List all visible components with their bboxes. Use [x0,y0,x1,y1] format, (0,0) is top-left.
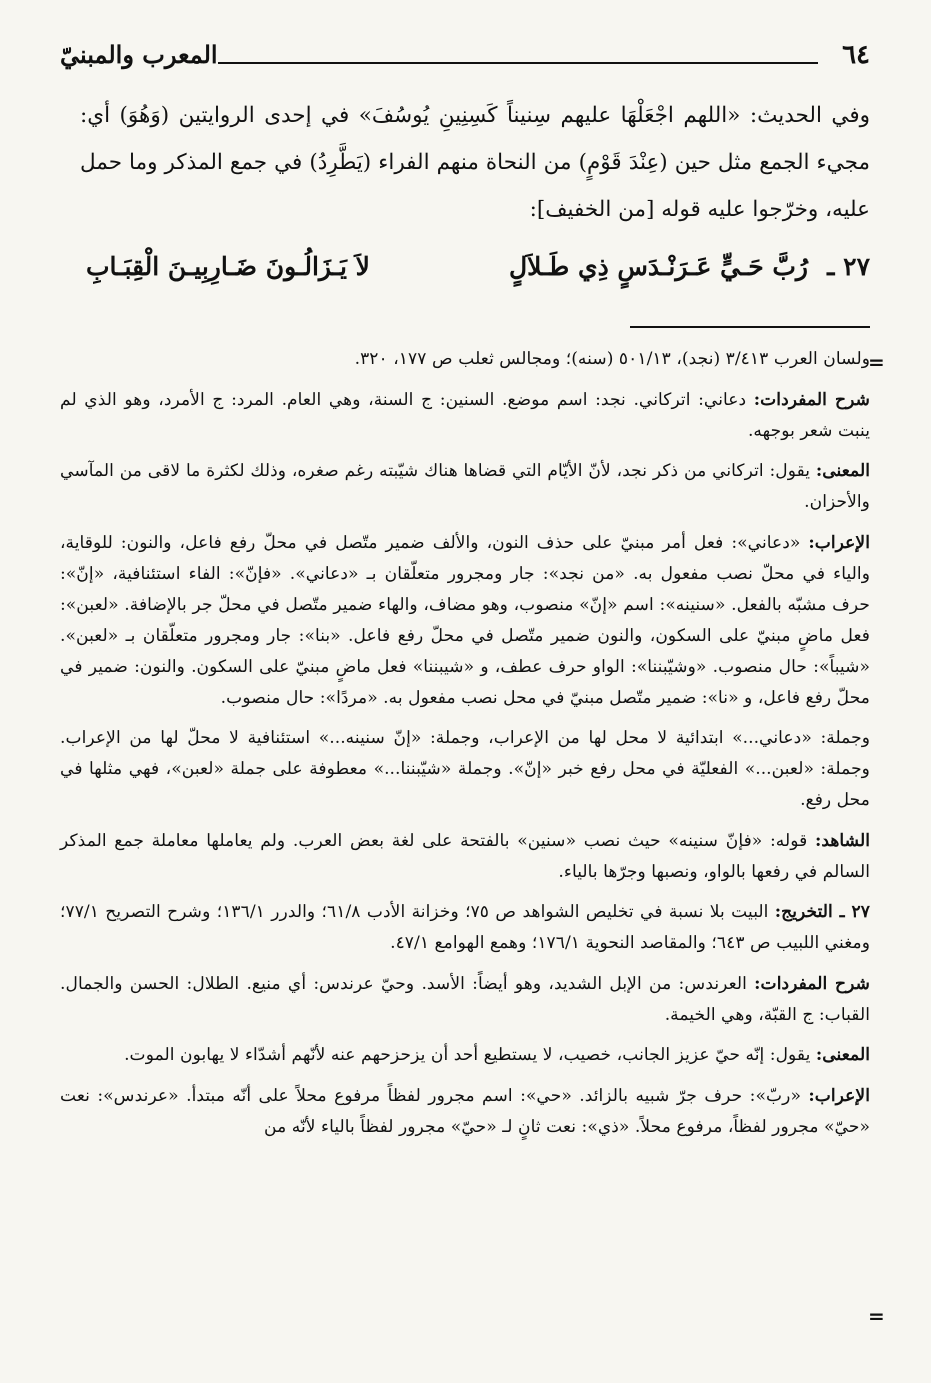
footnote-vocabulary: شرح المفردات: دعاني: اتركاني. نجد: اسم موضع. السنين: ج السنة، وهي العام. المرد: ج الأمرد، وهو الذي لم ينبت شعر بوجهه. [60,389,870,441]
footnote-meaning-2: المعنى: يقول: إنّه حيّ عزيز الجانب، خصيب، لا يستطيع أحد أن يزحزحهم عنه لأنّهم أشدّاء لا يهابون الموت. [124,1045,870,1065]
continuation-marker-top: = [868,350,885,374]
section-label: ٢٧ ـ التخريج: [774,902,870,922]
section-label: الإعراب: [808,1085,870,1106]
footnote-parsing: الإعراب: «دعاني»: فعل أمر مبنيّ على حذف النون، والألف ضمير متّصل في محلّ رفع فاعل، والنون: للوقاية، والياء في محلّ نصب مفعول به. «من نجد»: جار ومجرور متعلّقان بـ «دعاني». «فإنّ»: الفاء استئنافية، «إنّ»: حرف مشبّه بالفعل. «سنينه»: اسم «إنّ» منصوب، وهو مضاف، والهاء ضمير متّصل في محلّ جر بالإضافة. «لعبن»: فعل ماضٍ مبنيّ على السكون، والنون ضمير متّصل في محلّ رفع فاعل. «بنا»: جار ومجرور متعلّقان بـ «لعبن». «شيباً»: حال منصوب. «وشيّبننا»: الواو حرف عطف، و «شيبننا» فعل ماضٍ مبنيّ على السكون. والنون: ضمير في محلّ رفع فاعل، و «نا»: ضمير متّصل مبنيّ في محل نصب مفعول به. «مردًا»: حال منصوب. [60,532,870,708]
section-label: الإعراب: [808,532,870,553]
footnote-sentences: وجملة: «دعاني...» ابتدائية لا محل لها من الإعراب، وجملة: «إنّ سنينه...» استئنافية لا محلّ لها من الإعراب. وجملة: «لعبن...» الفعليّة في محل رفع خبر «إنّ». وجملة «شيّبننا...» معطوفة على جملة «لعبن»، فهي مثلها في محل رفع. [60,728,870,810]
footnote-sources: ولسان العرب ٣/٤١٣ (نجد)، ٥٠١/١٣ (سنه)؛ ومجالس ثعلب ص ١٧٧، ٣٢٠. [354,349,870,369]
main-paragraph: وفي الحديث: «اللهم اجْعَلْهَا عليهم سِنيناً كَسِنِينِ يُوسُفَ» في إحدى الروايتين (وَهُوَ) أي: مجيء الجمع مثل حين (عِنْدَ قَوْمٍ) من النحاة منهم الفراء (يَطَّرِدُ) في جمع المذكر وما حمل عليه، وخرّجوا عليه قوله [من الخفيف]: [80,103,870,222]
continuation-marker-bottom: = [868,1304,885,1328]
footnote-meaning: المعنى: يقول: اتركاني من ذكر نجد، لأنّ الأيّام التي قضاها هناك شيّبته رغم صغره، وذلك لكثرة ما لاقى من المآسي والأحزان. [60,461,870,512]
verse-first-hemistich: رُبَّ حَـيٍّ عَـرَنْـدَسٍ ذِي طَـلاَلٍ [509,252,808,281]
page-number: ٦٤ [842,40,870,70]
section-label: المعنى: [815,461,870,481]
footnote-citation: ٢٧ ـ التخريج: البيت بلا نسبة في تخليص الشواهد ص ٧٥؛ وخزانة الأدب ٦١/٨؛ والدرر ١٣٦/١؛ وشرح التصريح ٧٧/١؛ ومغني اللبيب ص ٦٤٣؛ والمقاصد النحوية ١٧٦/١؛ وهمع الهوامع ٤٧/١. [60,902,870,953]
section-label: شرح المفردات: [754,973,871,994]
footnotes [60,344,870,1152]
footnote-evidence: الشاهد: قوله: «فإنّ سنينه» حيث نصب «سنين» بالفتحة على لغة بعض العرب. ولم يعاملها معاملة جمع المذكر السالم في رفعها بالواو، ونصبها وجرّها بالياء. [60,830,870,882]
verse-number: ٢٧ ـ [827,252,870,281]
footnote-parsing-2: الإعراب: «ربّ»: حرف جرّ شبيه بالزائد. «حي»: اسم مجرور لفظاً مرفوع محلاً على أنّه مبتدأ. «عرندس»: نعت «حيّ» مجرور لفظاً، مرفوع محلاً. «ذي»: نعت ثانٍ لـ «حيّ» مجرور لفظاً بالياء لأنّه من [60,1085,870,1137]
verse-second-hemistich: لاَ يَـزَالُـونَ ضَـارِبِيـنَ الْقِبَـابِ [86,252,370,281]
footnote-vocabulary-2: شرح المفردات: العرندس: من الإبل الشديد، وهو أيضاً: الأسد. وحيّ عرندس: أي منيع. الطلال: الحسن والجمال. القباب: ج القبّة، وهي الخيمة. [60,973,871,1025]
poetry-verse [86,246,870,300]
section-label: شرح المفردات: [753,389,870,410]
section-label: المعنى: [815,1045,870,1065]
footnote-separator [630,326,870,328]
section-label: الشاهد: [814,830,870,851]
header-rule [218,62,818,64]
running-title: المعرب والمبنيّ [60,40,218,69]
running-header [60,38,870,78]
main-text [80,92,870,233]
